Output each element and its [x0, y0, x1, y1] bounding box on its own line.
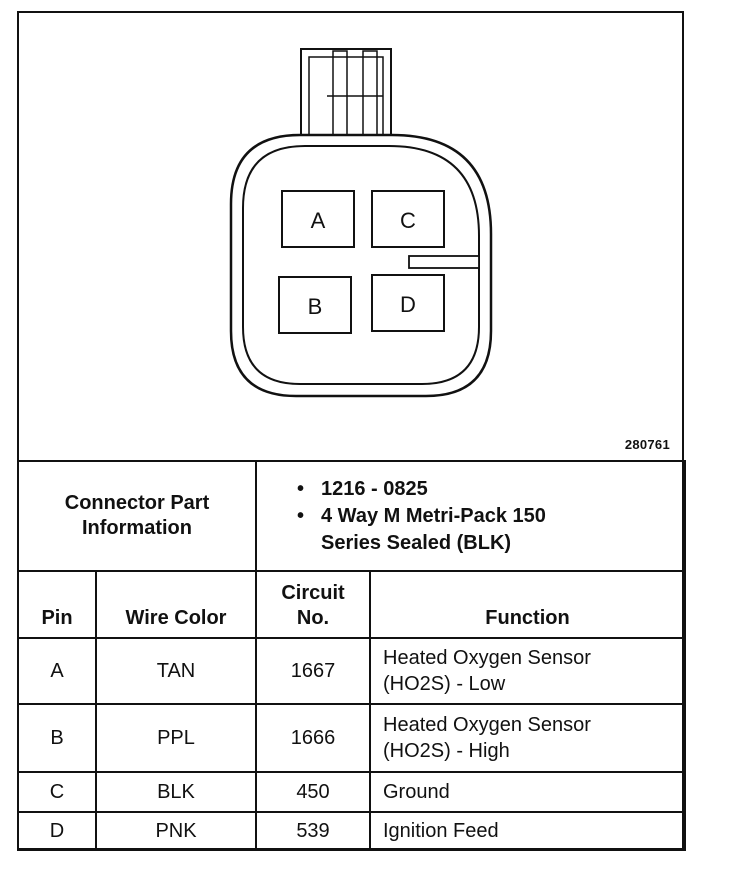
connector-diagram — [17, 11, 684, 461]
connector-table — [17, 460, 686, 851]
cell-circuit: 539 — [256, 812, 370, 850]
cell-function: Ground — [370, 772, 685, 812]
cell-circuit: 450 — [256, 772, 370, 812]
connector-key — [409, 256, 479, 268]
cell-function: Heated Oxygen Sensor (HO2S) - Low — [370, 638, 685, 704]
info-item: • 1216 - 0825 — [297, 476, 684, 503]
cell-wire-color: TAN — [96, 638, 256, 704]
connector-info-list — [256, 461, 685, 571]
cell-function: Heated Oxygen Sensor (HO2S) - High — [370, 704, 685, 772]
cell-circuit: 1667 — [256, 638, 370, 704]
table-row — [18, 704, 685, 772]
pin-label-c: C — [400, 208, 416, 233]
connector-info-label: Connector Part Information — [18, 461, 256, 571]
table-row — [18, 772, 685, 812]
header-wire-color: Wire Color — [96, 571, 256, 638]
figure-id: 280761 — [624, 437, 670, 452]
cell-wire-color: PPL — [96, 704, 256, 772]
cell-circuit: 1666 — [256, 704, 370, 772]
header-row — [18, 571, 685, 638]
header-circuit: Circuit No. — [256, 571, 370, 638]
table-row — [18, 638, 685, 704]
pin-label-b: B — [307, 294, 323, 319]
info-item-continued: Series Sealed (BLK) — [321, 531, 512, 554]
pin-label-d: D — [400, 292, 416, 317]
cell-wire-color: BLK — [96, 772, 256, 812]
header-pin: Pin — [18, 571, 96, 638]
header-function: Function — [370, 571, 685, 638]
info-item: • 4 Way M Metri-Pack 150 — [297, 503, 684, 530]
cell-pin: C — [18, 772, 96, 812]
cell-pin: B — [18, 704, 96, 772]
connector-info-row — [18, 461, 685, 571]
pin-label-a: A — [310, 208, 326, 233]
cell-pin: A — [18, 638, 96, 704]
table-row — [18, 812, 685, 850]
cell-function: Ignition Feed — [370, 812, 685, 850]
cell-pin: D — [18, 812, 96, 850]
cell-wire-color: PNK — [96, 812, 256, 850]
